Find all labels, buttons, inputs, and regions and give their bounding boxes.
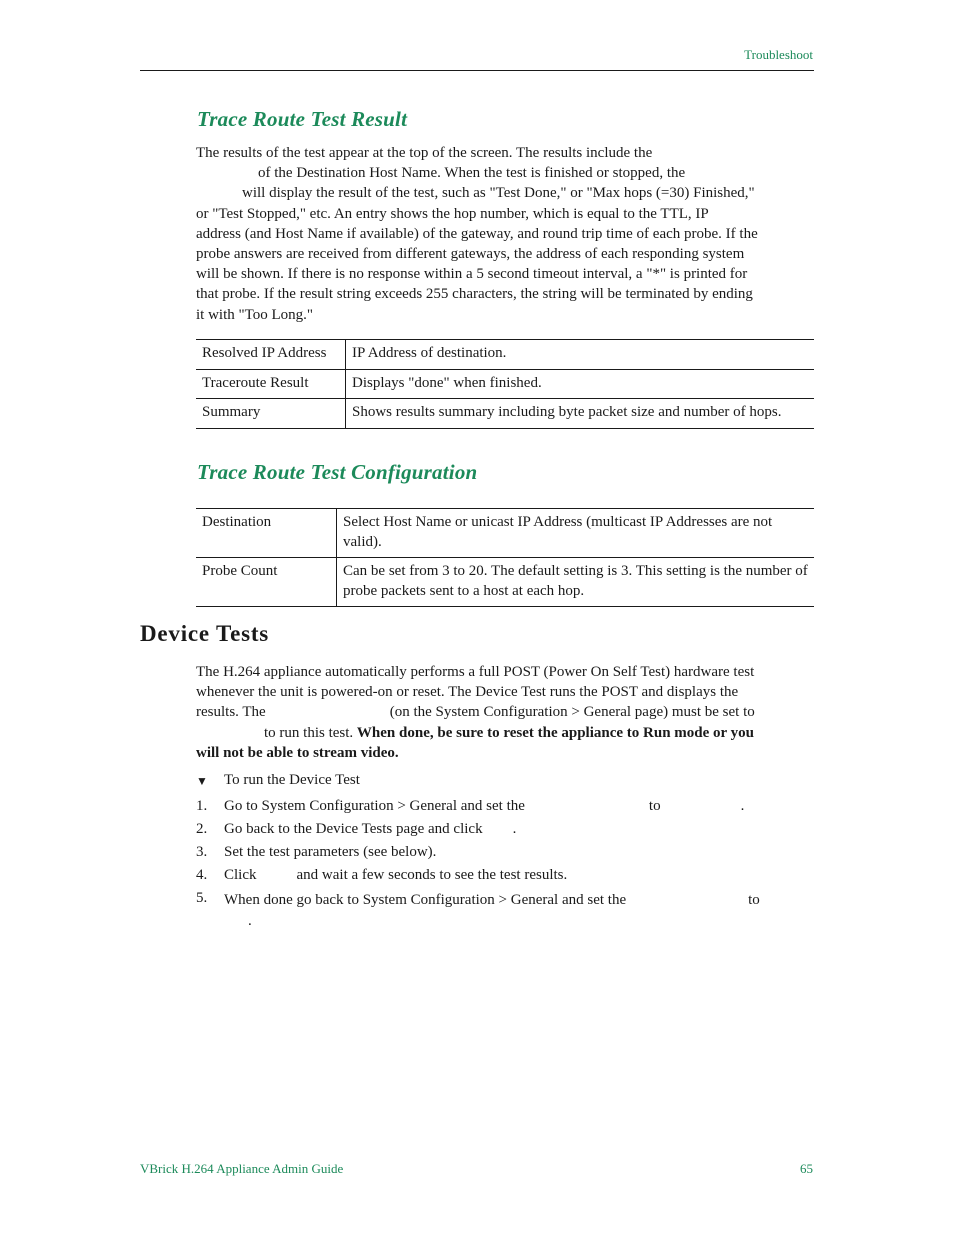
step-number: 4. — [196, 867, 208, 883]
heading-device-tests: Device Tests — [140, 621, 270, 646]
text-line: probe answers are received from different gateways, the address of each responding system — [196, 246, 745, 263]
table-row — [196, 340, 814, 370]
table-cell-name: Resolved IP Address — [196, 340, 346, 370]
table-row — [196, 558, 814, 607]
table-cell-desc: Can be set from 3 to 20. The default setting is 3. This setting is the number of probe packets sent to a host at each hop. — [343, 563, 808, 599]
step-text: When done go back to System Configuration > General and set the — [224, 892, 627, 908]
table-cell-desc: Displays "done" when finished. — [352, 374, 542, 391]
step-number: 5. — [196, 890, 208, 906]
step-text: Go back to the Device Tests page and click — [224, 821, 483, 837]
text-line: The results of the test appear at the top of the screen. The results include the — [196, 145, 653, 161]
table-cell-desc: Select Host Name or unicast IP Address (multicast IP Addresses are not valid). — [343, 514, 773, 550]
task-label: To run the Device Test — [224, 772, 360, 788]
step-number: 3. — [196, 844, 208, 860]
table-cell-desc: Shows results summary including byte packet size and number of hops. — [352, 404, 782, 420]
table-cell-name: Probe Count — [196, 558, 337, 607]
text-line: will display the result of the test, such as "Test Done," or "Max hops (=30) Finished," — [242, 185, 755, 202]
page-number: 65 — [800, 1161, 813, 1176]
warning-text: will not be able to stream video. — [196, 744, 399, 761]
text-line: The H.264 appliance automatically performs a full POST (Power On Self Test) hardware test — [196, 664, 755, 680]
step-number: 1. — [196, 798, 208, 814]
heading-trace-result: Trace Route Test Result — [197, 107, 408, 131]
device-tests-paragraph — [196, 662, 816, 763]
table-cell-desc: IP Address of destination. — [352, 345, 507, 361]
step-text: Click — [224, 867, 257, 883]
text-line: whenever the unit is powered-on or reset. The Device Test runs the POST and displays the — [196, 684, 739, 701]
heading-trace-config: Trace Route Test Configuration — [197, 460, 478, 484]
footer-guide-title: VBrick H.264 Appliance Admin Guide — [140, 1161, 344, 1176]
running-header: Troubleshoot — [744, 47, 813, 62]
table-cell-name: Traceroute Result — [196, 369, 346, 399]
text-line: to run this test. When done, be sure to reset the appliance to Run mode or you — [264, 724, 755, 741]
text-line — [196, 743, 816, 763]
text-line: or "Test Stopped," etc. An entry shows the hop number, which is equal to the TTL, IP — [196, 205, 709, 222]
step-text: Go to System Configuration > General and set the — [224, 798, 525, 814]
step-number: 2. — [196, 821, 208, 837]
trace-result-table — [196, 339, 814, 429]
table-row — [196, 509, 814, 558]
warning-text: When done, be sure to reset the appliance to Run mode or you — [356, 724, 755, 741]
table-row — [196, 369, 814, 399]
header-rule — [140, 70, 814, 71]
text-line: results. The (on the System Configuration > General page) must be set to — [196, 704, 755, 721]
triangle-bullet-icon: ▼ — [196, 774, 208, 788]
text-line: address (and Host Name if available) of the gateway, and round trip time of each probe. If the — [196, 225, 758, 242]
table-cell-name: Destination — [196, 509, 337, 558]
table-cell-name: Summary — [196, 399, 346, 429]
step-text: Set the test parameters (see below). — [224, 844, 437, 860]
trace-config-table — [196, 508, 814, 607]
text-line: that probe. If the result string exceeds 255 characters, the string will be terminated by ending — [196, 286, 753, 303]
text-line: will be shown. If there is no response within a 5 second timeout interval, a "*" is printed for — [196, 266, 748, 283]
trace-result-paragraph — [196, 143, 816, 325]
text-line: of the Destination Host Name. When the test is finished or stopped, the — [258, 165, 686, 182]
table-row — [196, 399, 814, 429]
text-line: it with "Too Long." — [196, 306, 314, 323]
